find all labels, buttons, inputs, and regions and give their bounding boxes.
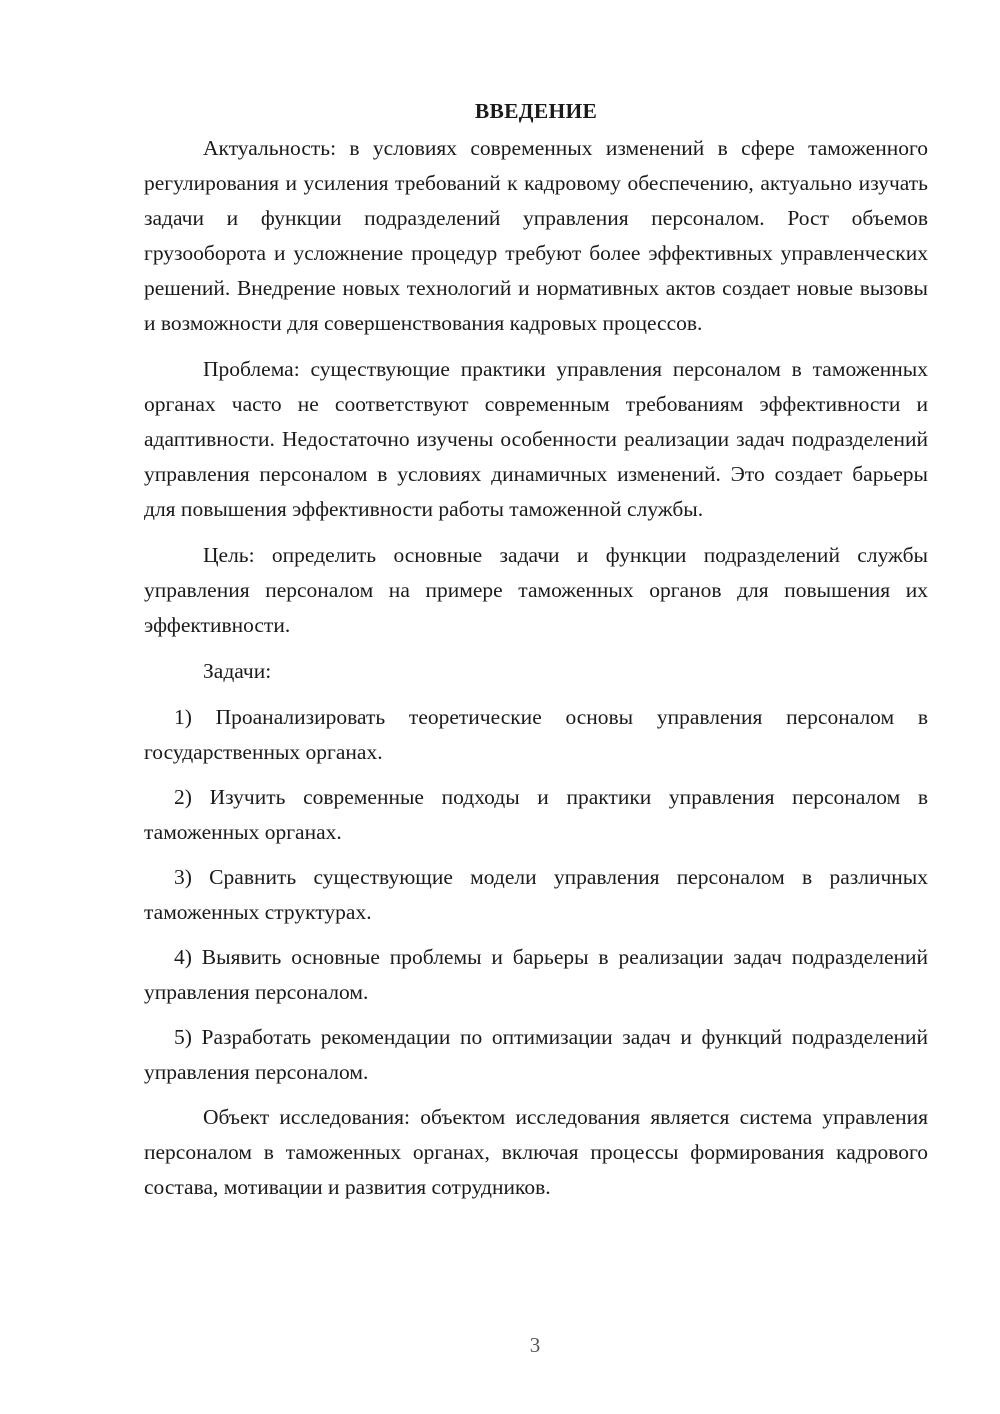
- section-heading: ВВЕДЕНИЕ: [474, 99, 598, 123]
- task-item: 2) Изучить современные подходы и практики управления персоналом в таможенных органах.: [144, 785, 928, 844]
- task-item: 1) Проанализировать теоретические основы управления персоналом в государственных органах.: [144, 705, 928, 764]
- task-item: 5) Разработать рекомендации по оптимизации задач и функций подразделений управления персоналом.: [144, 1025, 928, 1084]
- research-object-paragraph: Объект исследования: объектом исследования является система управления персоналом в таможенных органах, включая процессы формирования кадрового состава, мотивации и развития сотрудников.: [144, 1105, 928, 1199]
- tasks-title: Задачи:: [203, 659, 272, 683]
- task-item: 3) Сравнить существующие модели управления персоналом в различных таможенных структурах.: [144, 865, 928, 924]
- task-item: 4) Выявить основные проблемы и барьеры в реализации задач подразделений управления персоналом.: [144, 945, 928, 1004]
- relevance-paragraph: Актуальность: в условиях современных изменений в сфере таможенного регулирования и усиления требований к кадровому обеспечению, актуально изучать задачи и функции подразделений управления персоналом. Рост объемов грузооборота и усложнение процедур требуют более эффективных управленческих решений. Внедрение новых технологий и нормативных актов создает новые вызовы и возможности для совершенствования кадровых процессов.: [144, 136, 928, 335]
- goal-paragraph: Цель: определить основные задачи и функции подразделений службы управления персоналом на примере таможенных органов для повышения их эффективности.: [144, 543, 928, 637]
- tasks-list: [144, 700, 928, 1090]
- page-number: 3: [529, 1333, 541, 1357]
- problem-paragraph: Проблема: существующие практики управления персоналом в таможенных органах часто не соответствуют современным требованиям эффективности и адаптивности. Недостаточно изучены особенности реализации задач подразделений управления персоналом в условиях динамичных изменений. Это создает барьеры для повышения эффективности работы таможенной службы.: [144, 357, 928, 521]
- page-content: [144, 94, 928, 1205]
